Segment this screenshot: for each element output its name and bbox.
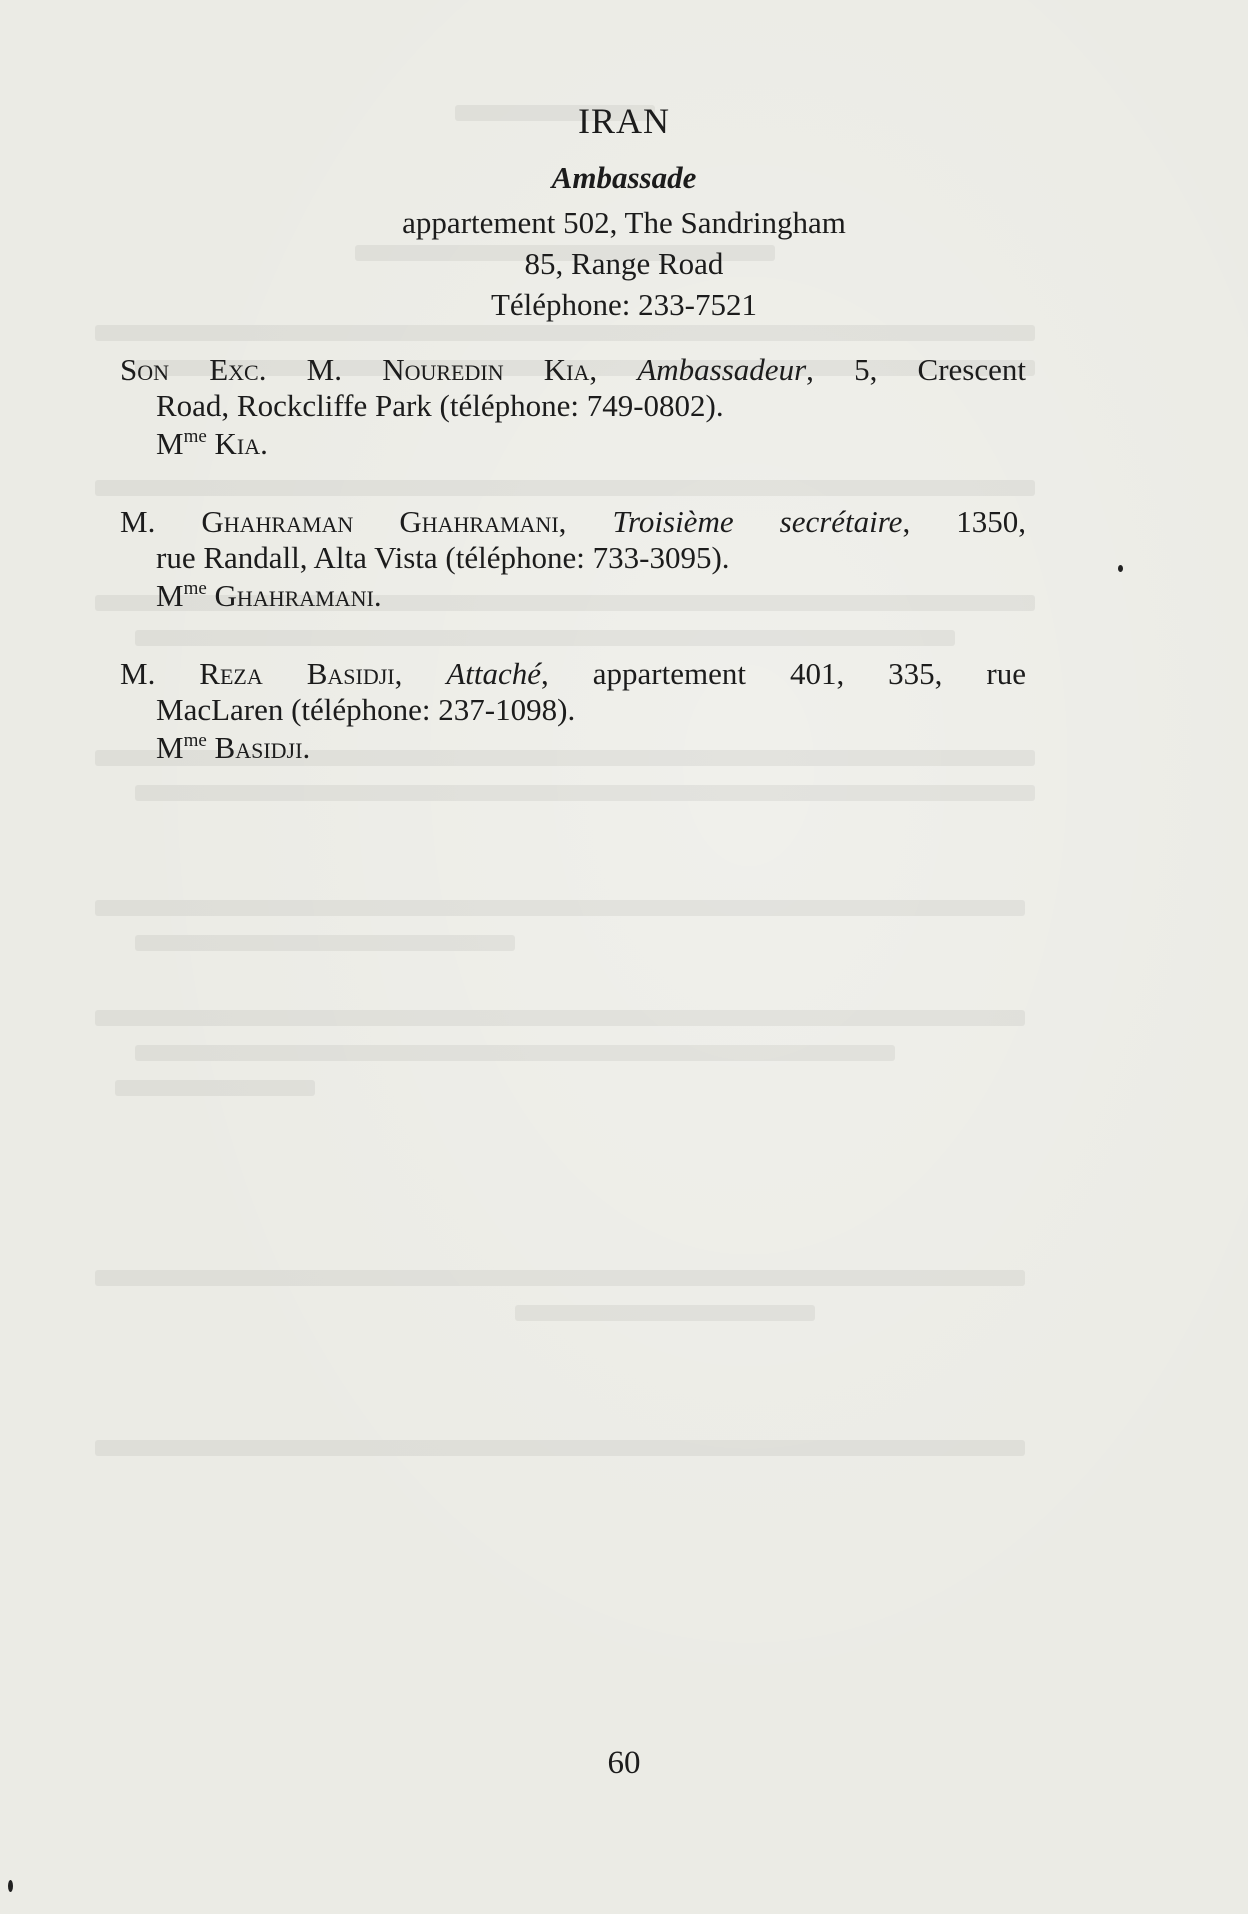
entry-address-start: , 1350,: [902, 504, 1026, 539]
directory-entry: [120, 352, 1026, 424]
embassy-telephone: Téléphone: 233-7521: [490, 287, 757, 322]
entry-line-1: Son Exc. M. Nouredin Kia, Ambassadeur, 5, Crescent: [120, 352, 1027, 387]
entry-title: Ambassadeur: [637, 352, 807, 387]
entry-prefix: M.: [120, 504, 202, 539]
spouse-line: $M^{me}$ Ghahramani.: [156, 578, 382, 613]
entry-name: Nouredin Kia: [382, 352, 590, 387]
entry-name: Ghahraman Ghahramani: [201, 504, 559, 539]
directory-entry: [120, 656, 1026, 728]
entry-address-continuation: MacLaren (téléphone: 237-1098).: [156, 692, 576, 727]
entry-address-start: , 5, Crescent: [806, 352, 1027, 387]
entry-prefix: Son Exc. M.: [120, 352, 383, 387]
entry-address-continuation: Road, Rockcliffe Park (téléphone: 749-0802).: [156, 388, 724, 423]
entry-address-start: , appartement 401, 335, rue: [541, 656, 1026, 691]
spouse-line: $M^{me}$ Kia.: [156, 426, 268, 461]
page-number: 60: [607, 1745, 641, 1781]
section-heading: Ambassade: [551, 160, 697, 195]
paper-speck: [1118, 565, 1123, 572]
entry-line-1: M. Reza Basidji, Attaché, appartement 401, 335, rue: [120, 656, 1026, 691]
entry-title: Attaché: [446, 656, 542, 691]
entry-line-1: M. Ghahraman Ghahramani, Troisième secrétaire, 1350,: [120, 504, 1026, 539]
country-heading: IRAN: [578, 101, 670, 141]
paper-speck: [8, 1880, 13, 1892]
directory-entry: [120, 504, 1026, 576]
entry-title: Troisième secrétaire: [612, 504, 903, 539]
entry-name: Reza Basidji: [199, 656, 395, 691]
entry-prefix: M.: [120, 656, 200, 691]
spouse-line: $M^{me}$ Basidji.: [156, 730, 311, 765]
embassy-address-line-2: 85, Range Road: [524, 246, 724, 281]
embassy-address-line-1: appartement 502, The Sandringham: [402, 205, 846, 240]
entry-address-continuation: rue Randall, Alta Vista (téléphone: 733-3095).: [156, 540, 730, 575]
